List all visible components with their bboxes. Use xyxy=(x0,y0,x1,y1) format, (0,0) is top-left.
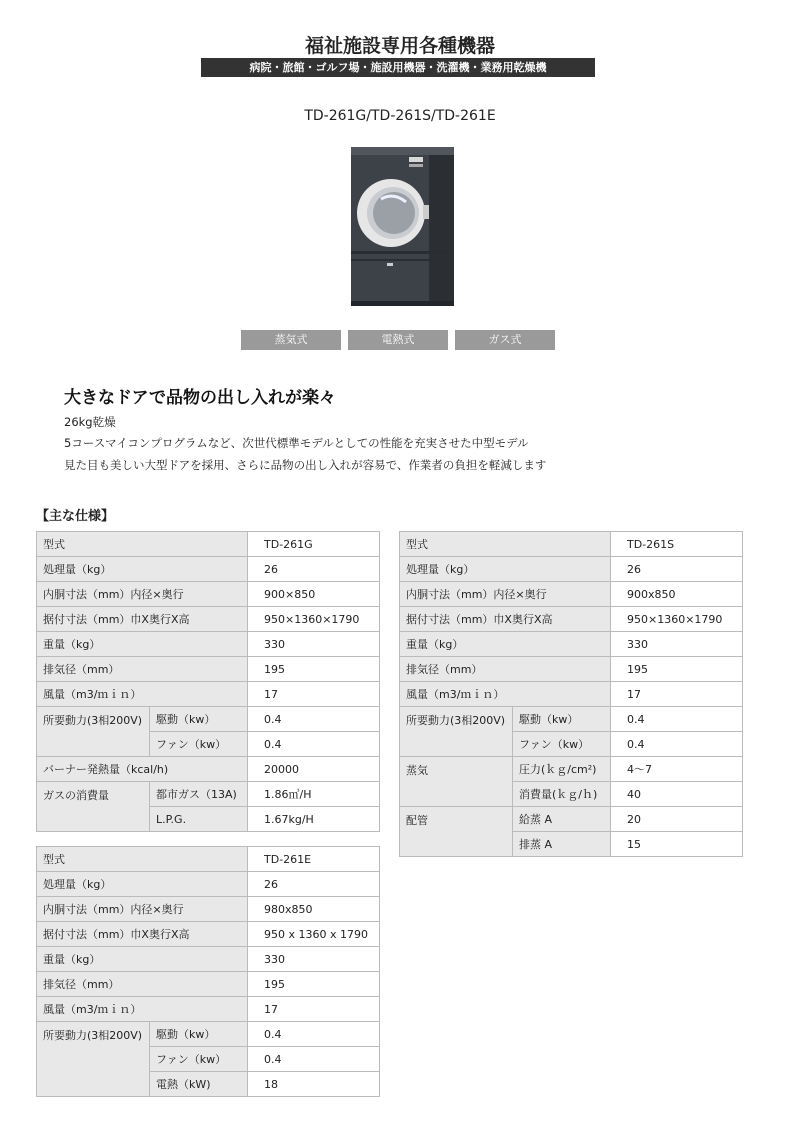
spec-table-td261s xyxy=(399,531,743,857)
feature-line: 5コースマイコンプログラムなど、次世代標準モデルとしての性能を充実させた中型モデル xyxy=(64,436,529,450)
table-row xyxy=(37,532,380,557)
label-model: 型式 xyxy=(37,847,248,872)
table-row xyxy=(400,582,743,607)
table-row xyxy=(37,557,380,582)
table-row xyxy=(400,532,743,557)
type-tag-steam: 蒸気式 xyxy=(241,330,341,350)
label-exhaust: 排気径（mm） xyxy=(37,657,248,682)
value-burner: 20000 xyxy=(248,757,380,782)
spec-heading: 【主な仕様】 xyxy=(36,509,115,524)
label-electric-heat: 電熱（kW) xyxy=(150,1072,248,1097)
table-row xyxy=(37,682,380,707)
table-row xyxy=(37,922,380,947)
table-row xyxy=(37,607,380,632)
table-row xyxy=(37,872,380,897)
value-drum: 980x850 xyxy=(248,897,380,922)
label-exhaust: 排気径（mm） xyxy=(37,972,248,997)
value-lpg: 1.67kg/H xyxy=(248,807,380,832)
table-row xyxy=(37,897,380,922)
label-drum: 内胴寸法（mm）内径×奥行 xyxy=(37,582,248,607)
label-drive: 駆動（kw） xyxy=(513,707,611,732)
table-row xyxy=(400,657,743,682)
value-weight: 330 xyxy=(248,632,380,657)
label-model: 型式 xyxy=(37,532,248,557)
table-row xyxy=(400,707,743,732)
value-model: TD-261S xyxy=(611,532,743,557)
value-fan: 0.4 xyxy=(248,1047,380,1072)
label-steam: 蒸気 xyxy=(400,757,513,807)
table-row xyxy=(37,657,380,682)
value-supply: 20 xyxy=(611,807,743,832)
label-exhaust: 排気径（mm） xyxy=(400,657,611,682)
label-power: 所要動力(3相200V) xyxy=(37,707,150,757)
table-row xyxy=(37,582,380,607)
value-capacity: 26 xyxy=(248,557,380,582)
type-tag-electric: 電熱式 xyxy=(348,330,448,350)
feature-headline: 大きなドアで品物の出し入れが楽々 xyxy=(64,388,336,408)
label-weight: 重量（kg） xyxy=(400,632,611,657)
label-piping: 配管 xyxy=(400,807,513,857)
value-drum: 900×850 xyxy=(248,582,380,607)
value-model: TD-261G xyxy=(248,532,380,557)
value-capacity: 26 xyxy=(248,872,380,897)
page-title: 福祉施設専用各種機器 xyxy=(304,35,495,57)
label-city-gas: 都市ガス（13A) xyxy=(150,782,248,807)
table-row xyxy=(400,757,743,782)
label-power: 所要動力(3相200V) xyxy=(400,707,513,757)
label-airflow: 風量（m3/ｍｉｎ） xyxy=(37,682,248,707)
label-weight: 重量（kg） xyxy=(37,632,248,657)
label-power: 所要動力(3相200V) xyxy=(37,1022,150,1097)
subtitle-banner: 病院・旅館・ゴルフ場・施設用機器・洗濯機・業務用乾燥機 xyxy=(201,58,595,77)
table-row xyxy=(37,757,380,782)
spec-table-td261g xyxy=(36,531,380,832)
label-install: 据付寸法（mm）巾X奥行X高 xyxy=(37,922,248,947)
label-fan: ファン（kw） xyxy=(150,1047,248,1072)
label-weight: 重量（kg） xyxy=(37,947,248,972)
label-install: 据付寸法（mm）巾X奥行X高 xyxy=(37,607,248,632)
value-electric-heat: 18 xyxy=(248,1072,380,1097)
table-row xyxy=(37,947,380,972)
label-capacity: 処理量（kg） xyxy=(37,872,248,897)
label-burner: バーナー発熱量（kcal/h) xyxy=(37,757,248,782)
label-discharge: 排蒸 A xyxy=(513,832,611,857)
value-install: 950×1360×1790 xyxy=(611,607,743,632)
label-consumption: 消費量(ｋｇ/ｈ) xyxy=(513,782,611,807)
table-row xyxy=(400,557,743,582)
value-fan: 0.4 xyxy=(611,732,743,757)
label-capacity: 処理量（kg） xyxy=(37,557,248,582)
table-row xyxy=(37,847,380,872)
value-airflow: 17 xyxy=(611,682,743,707)
label-drive: 駆動（kw） xyxy=(150,1022,248,1047)
dryer-image xyxy=(351,147,454,306)
table-row xyxy=(37,782,380,807)
label-capacity: 処理量（kg） xyxy=(400,557,611,582)
label-gas: ガスの消費量 xyxy=(37,782,150,832)
feature-line: 26kg乾燥 xyxy=(64,415,116,429)
type-tag-gas: ガス式 xyxy=(455,330,555,350)
label-fan: ファン（kw） xyxy=(513,732,611,757)
table-row xyxy=(37,1022,380,1047)
table-row xyxy=(400,607,743,632)
value-capacity: 26 xyxy=(611,557,743,582)
value-exhaust: 195 xyxy=(611,657,743,682)
value-fan: 0.4 xyxy=(248,732,380,757)
value-exhaust: 195 xyxy=(248,657,380,682)
value-discharge: 15 xyxy=(611,832,743,857)
table-row xyxy=(37,707,380,732)
value-consumption: 40 xyxy=(611,782,743,807)
table-row xyxy=(400,682,743,707)
label-drum: 内胴寸法（mm）内径×奥行 xyxy=(400,582,611,607)
model-names: TD-261G/TD-261S/TD-261E xyxy=(304,108,496,124)
table-row xyxy=(37,972,380,997)
value-airflow: 17 xyxy=(248,682,380,707)
value-drive: 0.4 xyxy=(248,1022,380,1047)
value-drive: 0.4 xyxy=(248,707,380,732)
label-fan: ファン（kw） xyxy=(150,732,248,757)
value-drive: 0.4 xyxy=(611,707,743,732)
value-city-gas: 1.86㎥/H xyxy=(248,782,380,807)
value-weight: 330 xyxy=(611,632,743,657)
label-airflow: 風量（m3/ｍｉｎ） xyxy=(400,682,611,707)
table-row xyxy=(400,632,743,657)
value-airflow: 17 xyxy=(248,997,380,1022)
value-install: 950 x 1360 x 1790 xyxy=(248,922,380,947)
value-pressure: 4〜7 xyxy=(611,757,743,782)
table-row xyxy=(400,807,743,832)
value-model: TD-261E xyxy=(248,847,380,872)
label-drum: 内胴寸法（mm）内径×奥行 xyxy=(37,897,248,922)
value-exhaust: 195 xyxy=(248,972,380,997)
label-install: 据付寸法（mm）巾X奥行X高 xyxy=(400,607,611,632)
label-model: 型式 xyxy=(400,532,611,557)
value-weight: 330 xyxy=(248,947,380,972)
label-airflow: 風量（m3/ｍｉｎ） xyxy=(37,997,248,1022)
table-row xyxy=(37,632,380,657)
value-drum: 900x850 xyxy=(611,582,743,607)
label-pressure: 圧力(ｋｇ/cm²) xyxy=(513,757,611,782)
value-install: 950×1360×1790 xyxy=(248,607,380,632)
table-row xyxy=(37,997,380,1022)
feature-line: 見た目も美しい大型ドアを採用、さらに品物の出し入れが容易で、作業者の負担を軽減します xyxy=(64,458,547,472)
label-supply: 給蒸 A xyxy=(513,807,611,832)
label-drive: 駆動（kw） xyxy=(150,707,248,732)
label-lpg: L.P.G. xyxy=(150,807,248,832)
spec-table-td261e xyxy=(36,846,380,1097)
